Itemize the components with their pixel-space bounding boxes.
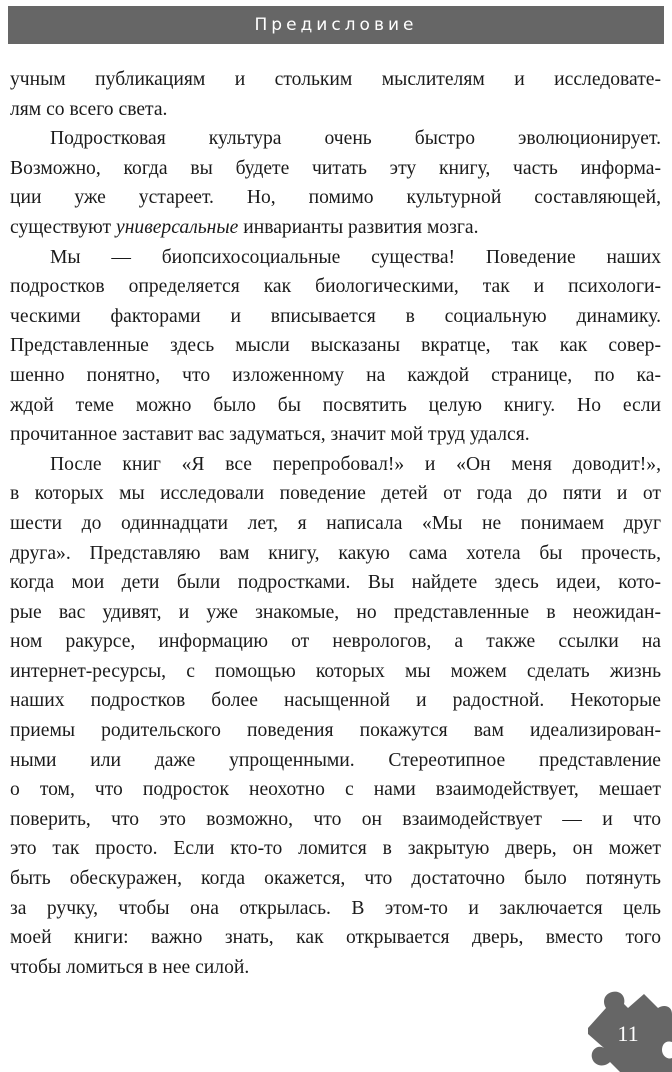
text-line: приемы родительского поведения покажутся вам идеализирован- bbox=[10, 720, 661, 742]
text-line: за ручку, чтобы она открылась. В этом-то и заключается цель bbox=[10, 897, 661, 919]
text-line: это так просто. Если кто-то ломится в закрытую дверь, он может bbox=[10, 838, 661, 860]
page-number: 11 bbox=[617, 1021, 639, 1046]
text-line: быть обескуражен, когда окажется, что достаточно было потянуть bbox=[10, 868, 661, 890]
text-line: После книг «Я все перепробовал!» и «Он меня доводит!», bbox=[50, 453, 661, 475]
text-line: ном ракурсе, информацию от неврологов, а также ссылки на bbox=[10, 631, 661, 653]
text-line: шести до одиннадцати лет, я написала «Мы не понимаем друг bbox=[10, 512, 661, 534]
text-line: о том, что подросток неохотно с нами взаимодействует, мешает bbox=[10, 779, 661, 801]
emphasized-word: универсальные bbox=[116, 216, 239, 238]
text-line: ждой теме можно было бы посвятить целую книгу. Но если bbox=[10, 394, 661, 416]
text-line: ческими факторами и вписывается в социальную динамику. bbox=[10, 305, 661, 327]
text-line: шенно понятно, что изложенному на каждой странице, по ка- bbox=[10, 364, 661, 386]
text-line: когда мои дети были подростками. Вы найдете здесь идеи, кото- bbox=[10, 572, 661, 594]
text-line: прочитанное заставит вас задуматься, значит мой труд удался. bbox=[10, 424, 530, 446]
text-line: рые вас удивят, и уже знакомые, но представленные в неожидан- bbox=[10, 601, 661, 623]
page-body bbox=[10, 65, 661, 982]
text-line: моей книги: важно знать, как открывается дверь, вместо того bbox=[10, 927, 661, 949]
text-segment: инварианты развития мозга. bbox=[243, 216, 479, 238]
text-line: поверить, что это возможно, что он взаимодействует — и что bbox=[10, 808, 661, 830]
text-line: наших подростков более насыщенной и радостной. Некоторые bbox=[10, 690, 661, 712]
text-segment: существуют bbox=[10, 216, 112, 238]
text-line: Мы — биопсихосоциальные существа! Поведение наших bbox=[50, 246, 661, 268]
text-line: подростков определяется как биологическими, так и психологи- bbox=[10, 276, 661, 298]
text-line: друга». Представляю вам книгу, какую сама хотела бы прочесть, bbox=[10, 542, 661, 564]
text-line: ными или даже упрощенными. Стереотипное представление bbox=[10, 749, 661, 771]
text-line: чтобы ломиться в нее силой. bbox=[10, 956, 250, 978]
text-line: Представленные здесь мысли высказаны вкратце, так как совер- bbox=[10, 335, 661, 357]
text-line: учным публикациям и стольким мыслителям и исследовате- bbox=[10, 69, 661, 90]
text-line: лям со всего света. bbox=[10, 98, 168, 120]
running-header bbox=[8, 6, 664, 44]
text-line: интернет-ресурсы, с помощью которых мы можем сделать жизнь bbox=[10, 660, 661, 682]
text-line: в которых мы исследовали поведение детей от года до пяти и от bbox=[10, 483, 661, 505]
running-header-title: Предисловие bbox=[254, 15, 418, 35]
text-line bbox=[10, 213, 661, 243]
text-line: ции уже устареет. Но, помимо культурной составляющей, bbox=[10, 187, 661, 209]
text-line: Возможно, когда вы будете читать эту книгу, часть информа- bbox=[10, 157, 661, 179]
text-line: Подростковая культура очень быстро эволюционирует. bbox=[50, 128, 661, 150]
